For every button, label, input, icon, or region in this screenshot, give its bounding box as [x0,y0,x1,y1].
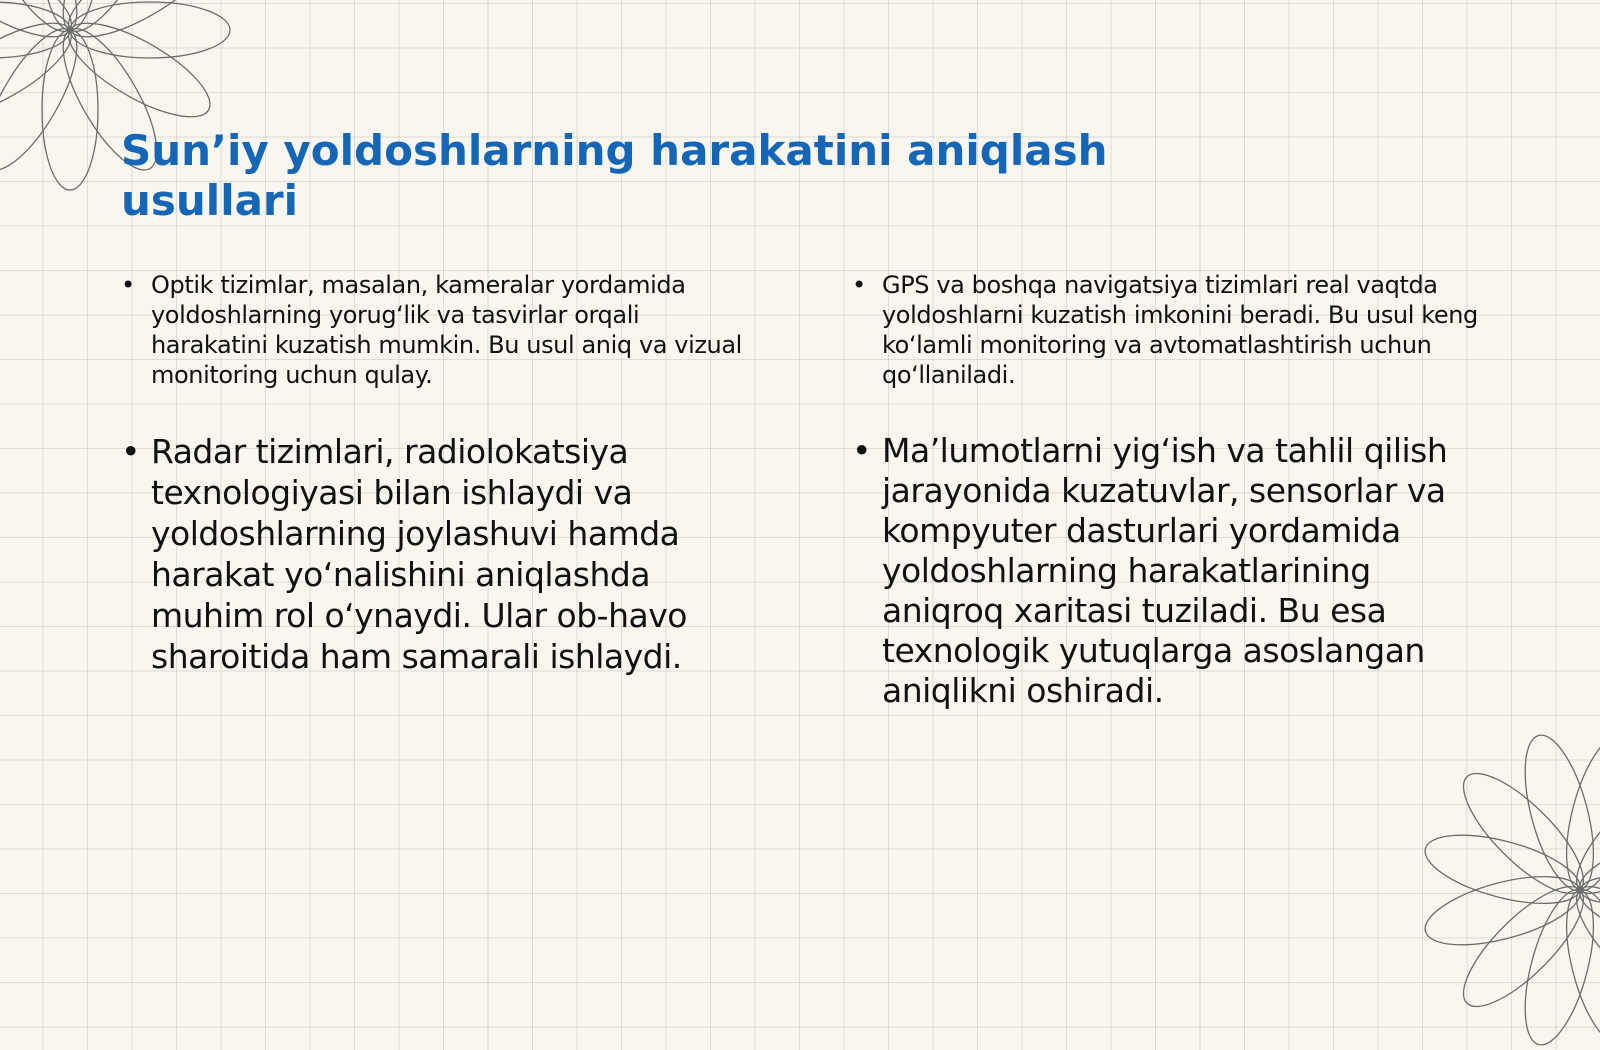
left-column [121,270,761,677]
flower-line-art-bottom-right [1420,730,1600,1050]
bullet-radar-systems: • Radar tizimlari, radiolokatsiya texnologiyasi bilan ishlaydi va yoldoshlarning joylashuvi hamda harakat yo‘nalishini aniqlashda muhim rol o‘ynaydi. Ular ob-havo sharoitida ham samarali ishlaydi. [121,431,761,677]
bullet-gps-navigation: • GPS va boshqa navigatsiya tizimlari real vaqtda yoldoshlarni kuzatish imkonini beradi. Bu usul keng ko‘lamli monitoring va avtomatlashtirish uchun qo‘llaniladi. [852,270,1492,390]
slide-title: Sun’iy yoldoshlarning harakatini aniqlash usullari [121,126,1108,225]
bullet-data-analysis: • Ma’lumotlarni yig‘ish va tahlil qilish jarayonida kuzatuvlar, sensorlar va kompyuter dasturlari yordamida yoldoshlarning harakatlarining aniqroq xaritasi tuziladi. Bu esa texnologik yutuqlarga asoslangan aniqlikni oshiradi. [852,431,1492,711]
right-column [852,270,1492,711]
bullet-optical-systems: • Optik tizimlar, masalan, kameralar yordamida yoldoshlarning yorug‘lik va tasvirlar orqali harakatini kuzatish mumkin. Bu usul aniq va vizual monitoring uchun qulay. [121,270,761,390]
